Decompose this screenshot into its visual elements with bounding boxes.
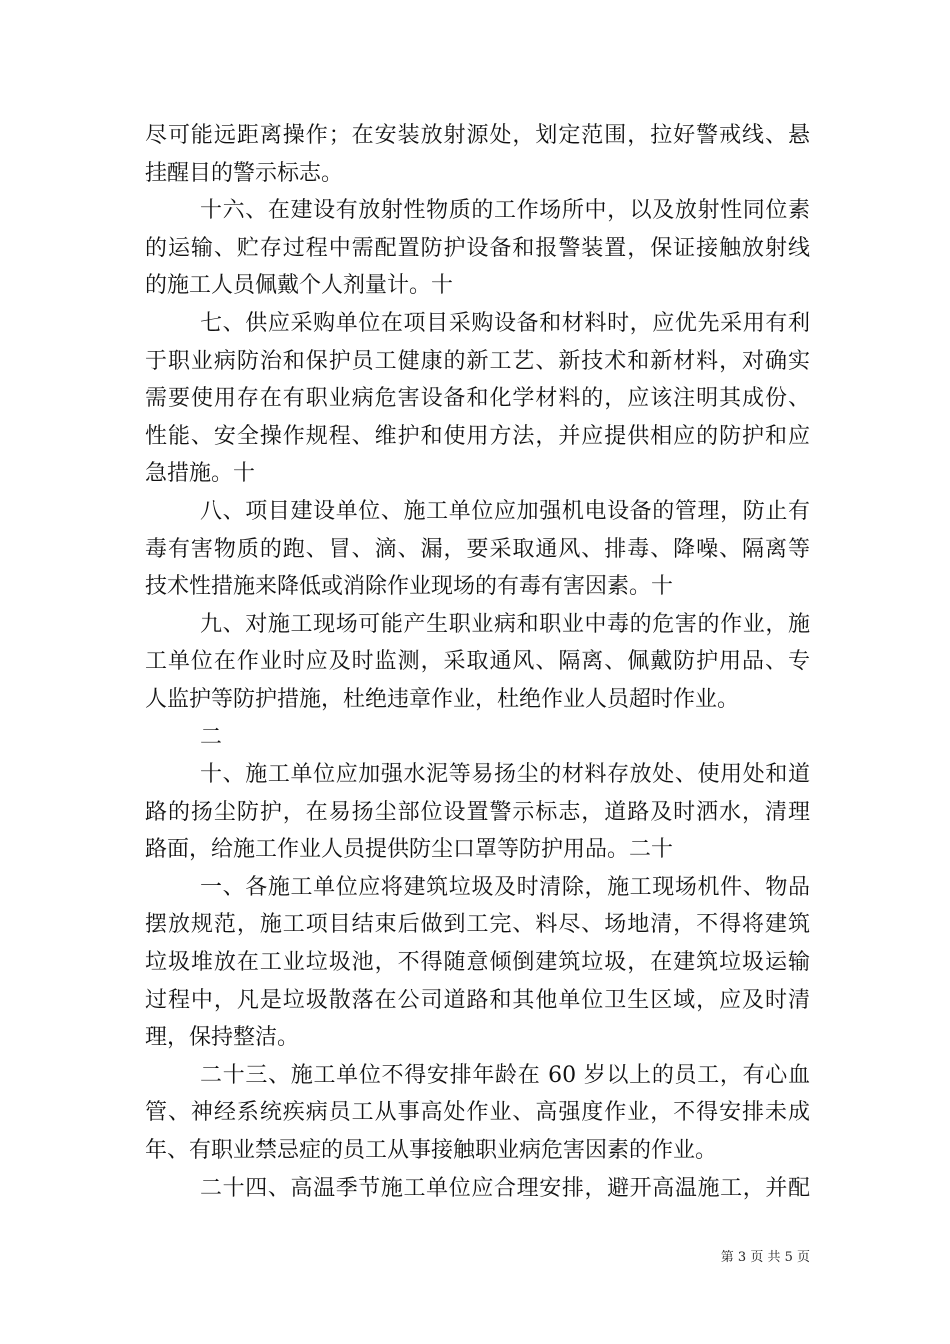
text-line: 年、有职业禁忌症的员工从事接触职业病危害因素的作业。 bbox=[145, 1138, 718, 1164]
text-line: 工单位在作业时应及时监测，采取通风、隔离、佩戴防护用品、专 bbox=[145, 649, 810, 675]
text-line: 人监护等防护措施，杜绝违章作业，杜绝作业人员超时作业。 bbox=[145, 686, 740, 712]
text-line: 二 bbox=[200, 724, 223, 750]
text-line: 急措施。十 bbox=[145, 461, 256, 487]
text-line: 需要使用存在有职业病危害设备和化学材料的，应该注明其成份、 bbox=[145, 386, 810, 412]
text-line: 路面，给施工作业人员提供防尘口罩等防护用品。二十 bbox=[145, 837, 674, 863]
text-line: 垃圾堆放在工业垃圾池，不得随意倾倒建筑垃圾，在建筑垃圾运输 bbox=[145, 950, 810, 976]
text-line: 二十三、施工单位不得安排年龄在 60 岁以上的员工，有心血 bbox=[200, 1062, 810, 1088]
text-line: 毒有害物质的跑、冒、滴、漏，要采取通风、排毒、降噪、隔离等 bbox=[145, 536, 810, 562]
page-number: 第 3 页 共 5 页 bbox=[720, 1250, 810, 1265]
text-line: 技术性措施来降低或消除作业现场的有毒有害因素。十 bbox=[145, 574, 674, 600]
text-line: 尽可能远距离操作；在安装放射源处，划定范围，拉好警戒线、悬 bbox=[145, 123, 810, 148]
text-line: 二十四、高温季节施工单位应合理安排，避开高温施工，并配 bbox=[200, 1175, 810, 1201]
text-line: 的施工人员佩戴个人剂量计。十 bbox=[145, 273, 454, 299]
text-line: 十、施工单位应加强水泥等易扬尘的材料存放处、使用处和道 bbox=[200, 762, 810, 788]
text-line: 十六、在建设有放射性物质的工作场所中，以及放射性同位素 bbox=[200, 198, 810, 224]
text-line: 七、供应采购单位在项目采购设备和材料时，应优先采用有利 bbox=[200, 310, 810, 336]
text-line: 理，保持整洁。 bbox=[145, 1025, 300, 1051]
text-line: 八、项目建设单位、施工单位应加强机电设备的管理，防止有 bbox=[200, 498, 810, 524]
text-line: 摆放规范，施工项目结束后做到工完、料尽、场地清，不得将建筑 bbox=[145, 912, 810, 938]
text-line: 过程中，凡是垃圾散落在公司道路和其他单位卫生区域，应及时清 bbox=[145, 987, 810, 1013]
text-line: 九、对施工现场可能产生职业病和职业中毒的危害的作业，施 bbox=[200, 611, 810, 637]
text-line: 管、神经系统疾病员工从事高处作业、高强度作业，不得安排未成 bbox=[145, 1100, 810, 1126]
text-line: 的运输、贮存过程中需配置防护设备和报警装置，保证接触放射线 bbox=[145, 235, 810, 261]
text-line: 一、各施工单位应将建筑垃圾及时清除，施工现场机件、物品 bbox=[200, 874, 810, 900]
body-text bbox=[145, 117, 810, 1207]
text-line: 路的扬尘防护，在易扬尘部位设置警示标志，道路及时洒水，清理 bbox=[145, 799, 810, 825]
text-line: 挂醒目的警示标志。 bbox=[145, 160, 344, 186]
text-line: 于职业病防治和保护员工健康的新工艺、新技术和新材料，对确实 bbox=[145, 348, 810, 374]
text-line: 性能、安全操作规程、维护和使用方法，并应提供相应的防护和应 bbox=[145, 423, 810, 449]
